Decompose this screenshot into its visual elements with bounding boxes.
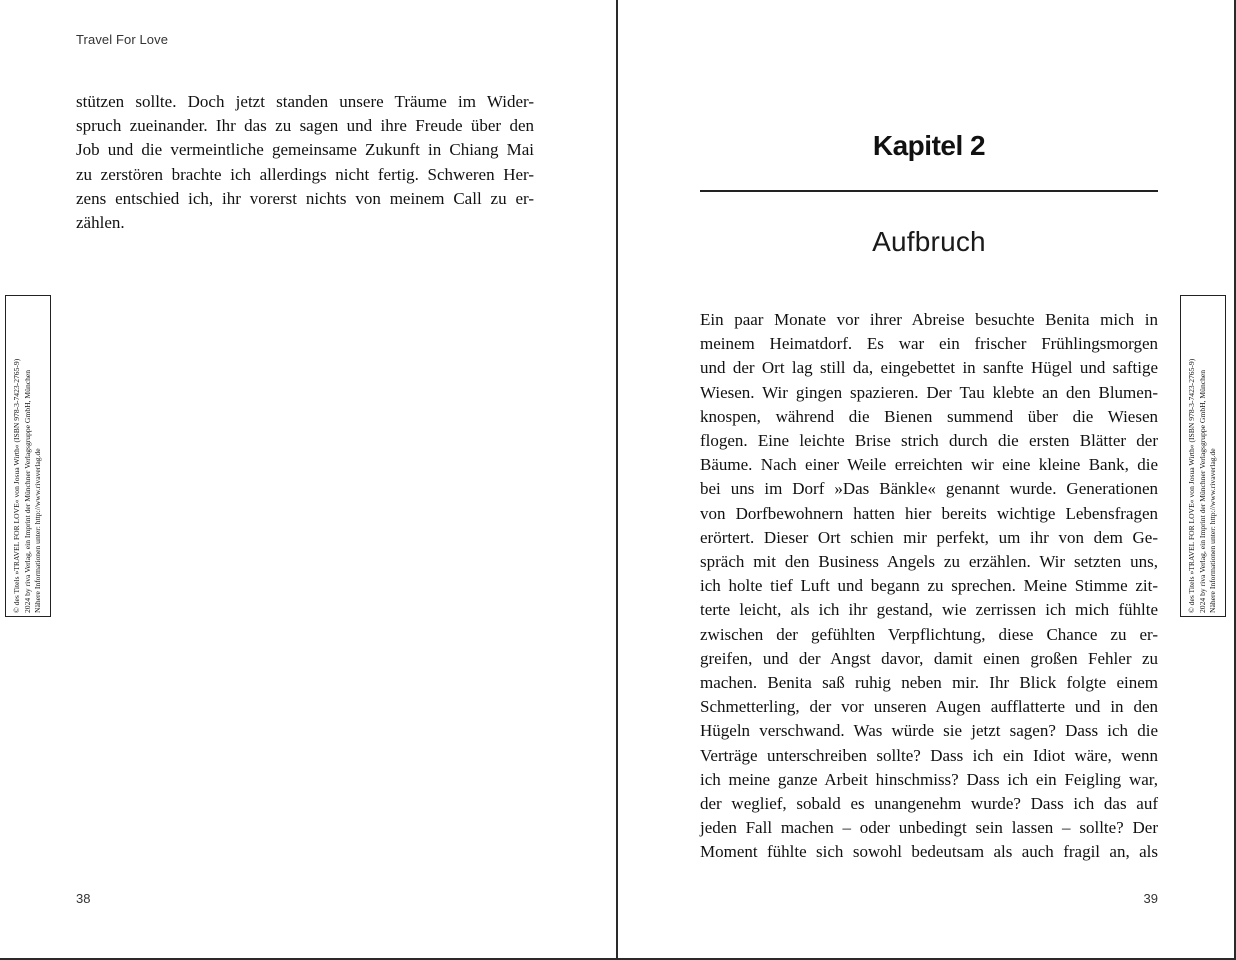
page-number-left: 38: [76, 891, 91, 906]
right-page: [618, 0, 1236, 960]
text-line: spräch mit den Business Angels zu erzählen. Wir setzten uns,: [700, 552, 1158, 572]
copyright-line: Nähere Informationen unter: http://www.rivaverlag.de: [33, 448, 43, 613]
copyright-line: © des Titels »TRAVEL FOR LOVE« von Josua Wirth« (ISBN 978-3-7423-2765-9): [1187, 358, 1197, 613]
text-line: ich meine ganze Arbeit hinschmiss? Dass ich ein Feigling war,: [700, 769, 1158, 789]
text-line: machen. Benita saß ruhig neben mir. Ihr Blick folgte einem: [700, 673, 1158, 693]
text-line: zens entschied ich, ihr vorerst nichts von meinem Call zu er-: [76, 188, 534, 208]
text-line: und der Ort lag still da, eingebettet in sanfte Hügel und saftige: [700, 358, 1158, 378]
text-line: zählen.: [76, 213, 125, 233]
chapter-subtitle: Aufbruch: [872, 226, 986, 257]
page-gutter-divider: [616, 0, 618, 960]
left-body-text: [76, 90, 534, 235]
text-line: Bäume. Nach einer Weile erreichten wir eine kleine Bank, die: [700, 455, 1158, 475]
text-line: Wiesen. Wir gingen spazieren. Der Tau klebte an den Blumen-: [700, 382, 1158, 402]
text-line: spruch zueinander. Ihr das zu sagen und ihre Freude über den: [76, 116, 534, 136]
copyright-stamp-left: [5, 295, 51, 617]
copyright-line: © des Titels »TRAVEL FOR LOVE« von Josua Wirth« (ISBN 978-3-7423-2765-9): [12, 358, 22, 613]
copyright-line: 2024 by riva Verlag, ein Imprint der Münchner Verlagsgruppe GmbH, München: [22, 369, 32, 613]
text-line: Verträge unterschreiben sollte? Dass ich ein Idiot wäre, wenn: [700, 745, 1158, 765]
text-line: Hügeln verschwand. Was würde sie jetzt sagen? Dass ich die: [700, 721, 1158, 741]
text-line: ich holte tief Luft und begann zu sprechen. Meine Stimme zit-: [700, 576, 1158, 596]
text-line: der weglief, sobald es unangenehm wurde? Dass ich das auf: [700, 794, 1158, 814]
chapter-title: Kapitel 2: [872, 130, 986, 161]
text-line: zwischen der gefühlten Verpflichtung, diese Chance zu er-: [700, 624, 1158, 644]
text-line: jeden Fall machen – oder unbedingt sein lassen – sollte? Der: [700, 818, 1158, 838]
running-head: Travel For Love: [76, 32, 169, 47]
right-body-text: [700, 308, 1158, 865]
text-line: meinem Heimatdorf. Es war ein frischer Frühlingsmorgen: [700, 334, 1158, 354]
text-line: Ein paar Monate vor ihrer Abreise besuchte Benita mich in: [700, 310, 1158, 329]
copyright-line: Nähere Informationen unter: http://www.rivaverlag.de: [1208, 448, 1218, 613]
chapter-divider: [700, 190, 1158, 192]
text-line: von Dorfbewohnern hatten hier bereits wichtige Lebensfragen: [700, 503, 1158, 523]
left-page: [0, 0, 617, 960]
text-line: knospen, während die Bienen summend über die Wiesen: [700, 406, 1158, 426]
copyright-stamp-right: [1180, 295, 1226, 617]
text-line: Schmetterling, der vor unseren Augen aufflatterte und in den: [700, 697, 1158, 717]
text-line: stützen sollte. Doch jetzt standen unsere Träume im Wider-: [76, 92, 534, 111]
text-line: Job und die vermeintliche gemeinsame Zukunft in Chiang Mai: [76, 140, 534, 160]
page-number-right: 39: [1143, 891, 1158, 906]
text-line: bei uns im Dorf »Das Bänkle« genannt wurde. Generationen: [700, 479, 1158, 499]
text-line: zu zerstören brachte ich allerdings nicht fertig. Schweren Her-: [76, 164, 534, 184]
copyright-line: 2024 by riva Verlag, ein Imprint der Münchner Verlagsgruppe GmbH, München: [1197, 369, 1207, 613]
text-line: greifen, und der Angst davor, damit einen großen Fehler zu: [700, 648, 1158, 668]
text-line: erörtert. Dieser Ort schien mir perfekt, um ihr von dem Ge-: [700, 527, 1158, 547]
text-line: flogen. Eine leichte Brise strich durch die ersten Blätter der: [700, 431, 1158, 451]
text-line: Moment fühlte sich sowohl bedeutsam als auch fragil an, als: [700, 842, 1158, 862]
text-line: terte leicht, als ich ihr gestand, wie zerrissen ich mich fühlte: [700, 600, 1158, 620]
